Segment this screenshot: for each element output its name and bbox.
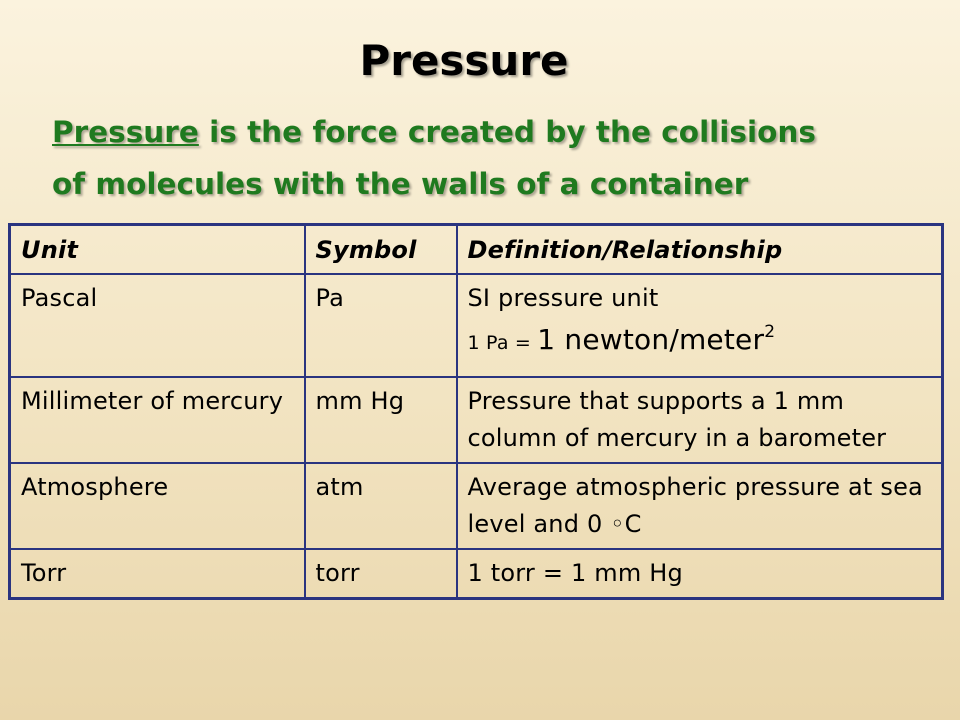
pressure-term: Pressure [52,115,199,149]
definition-text: SI pressure unit [467,284,659,312]
header-definition: Definition/Relationship [457,225,943,275]
intro-line-1-rest: is the force created by the collisions [198,115,816,149]
table-row [10,377,943,463]
equation-exponent: 2 [764,322,776,342]
unit-cell: Millimeter of mercury [10,377,305,463]
definition-cell: 1 torr = 1 mm Hg [457,549,943,599]
pressure-units-table [8,223,944,600]
definition-equation [468,321,934,362]
equation-main: 1 newton/meter [537,323,765,356]
unit-cell: Atmosphere [10,463,305,549]
header-symbol: Symbol [305,225,457,275]
table-row [10,274,943,377]
definition-cell: Average atmospheric pressure at sea level and 0 ◦C [457,463,943,549]
symbol-cell: mm Hg [305,377,457,463]
intro-line-1 [52,106,912,158]
symbol-cell: Pa [305,274,457,377]
symbol-cell: torr [305,549,457,599]
table-row [10,549,943,599]
unit-cell: Torr [10,549,305,599]
intro-text [52,106,912,210]
equation-prefix: 1 Pa = [467,332,538,354]
symbol-cell: atm [305,463,457,549]
table-row [10,463,943,549]
page-title: Pressure [359,36,569,85]
table-header-row [10,225,943,275]
definition-cell: Pressure that supports a 1 mm column of mercury in a barometer [457,377,943,463]
unit-cell: Pascal [10,274,305,377]
header-unit: Unit [10,225,305,275]
definition-cell [457,274,943,377]
intro-line-2: of molecules with the walls of a container [52,167,749,201]
